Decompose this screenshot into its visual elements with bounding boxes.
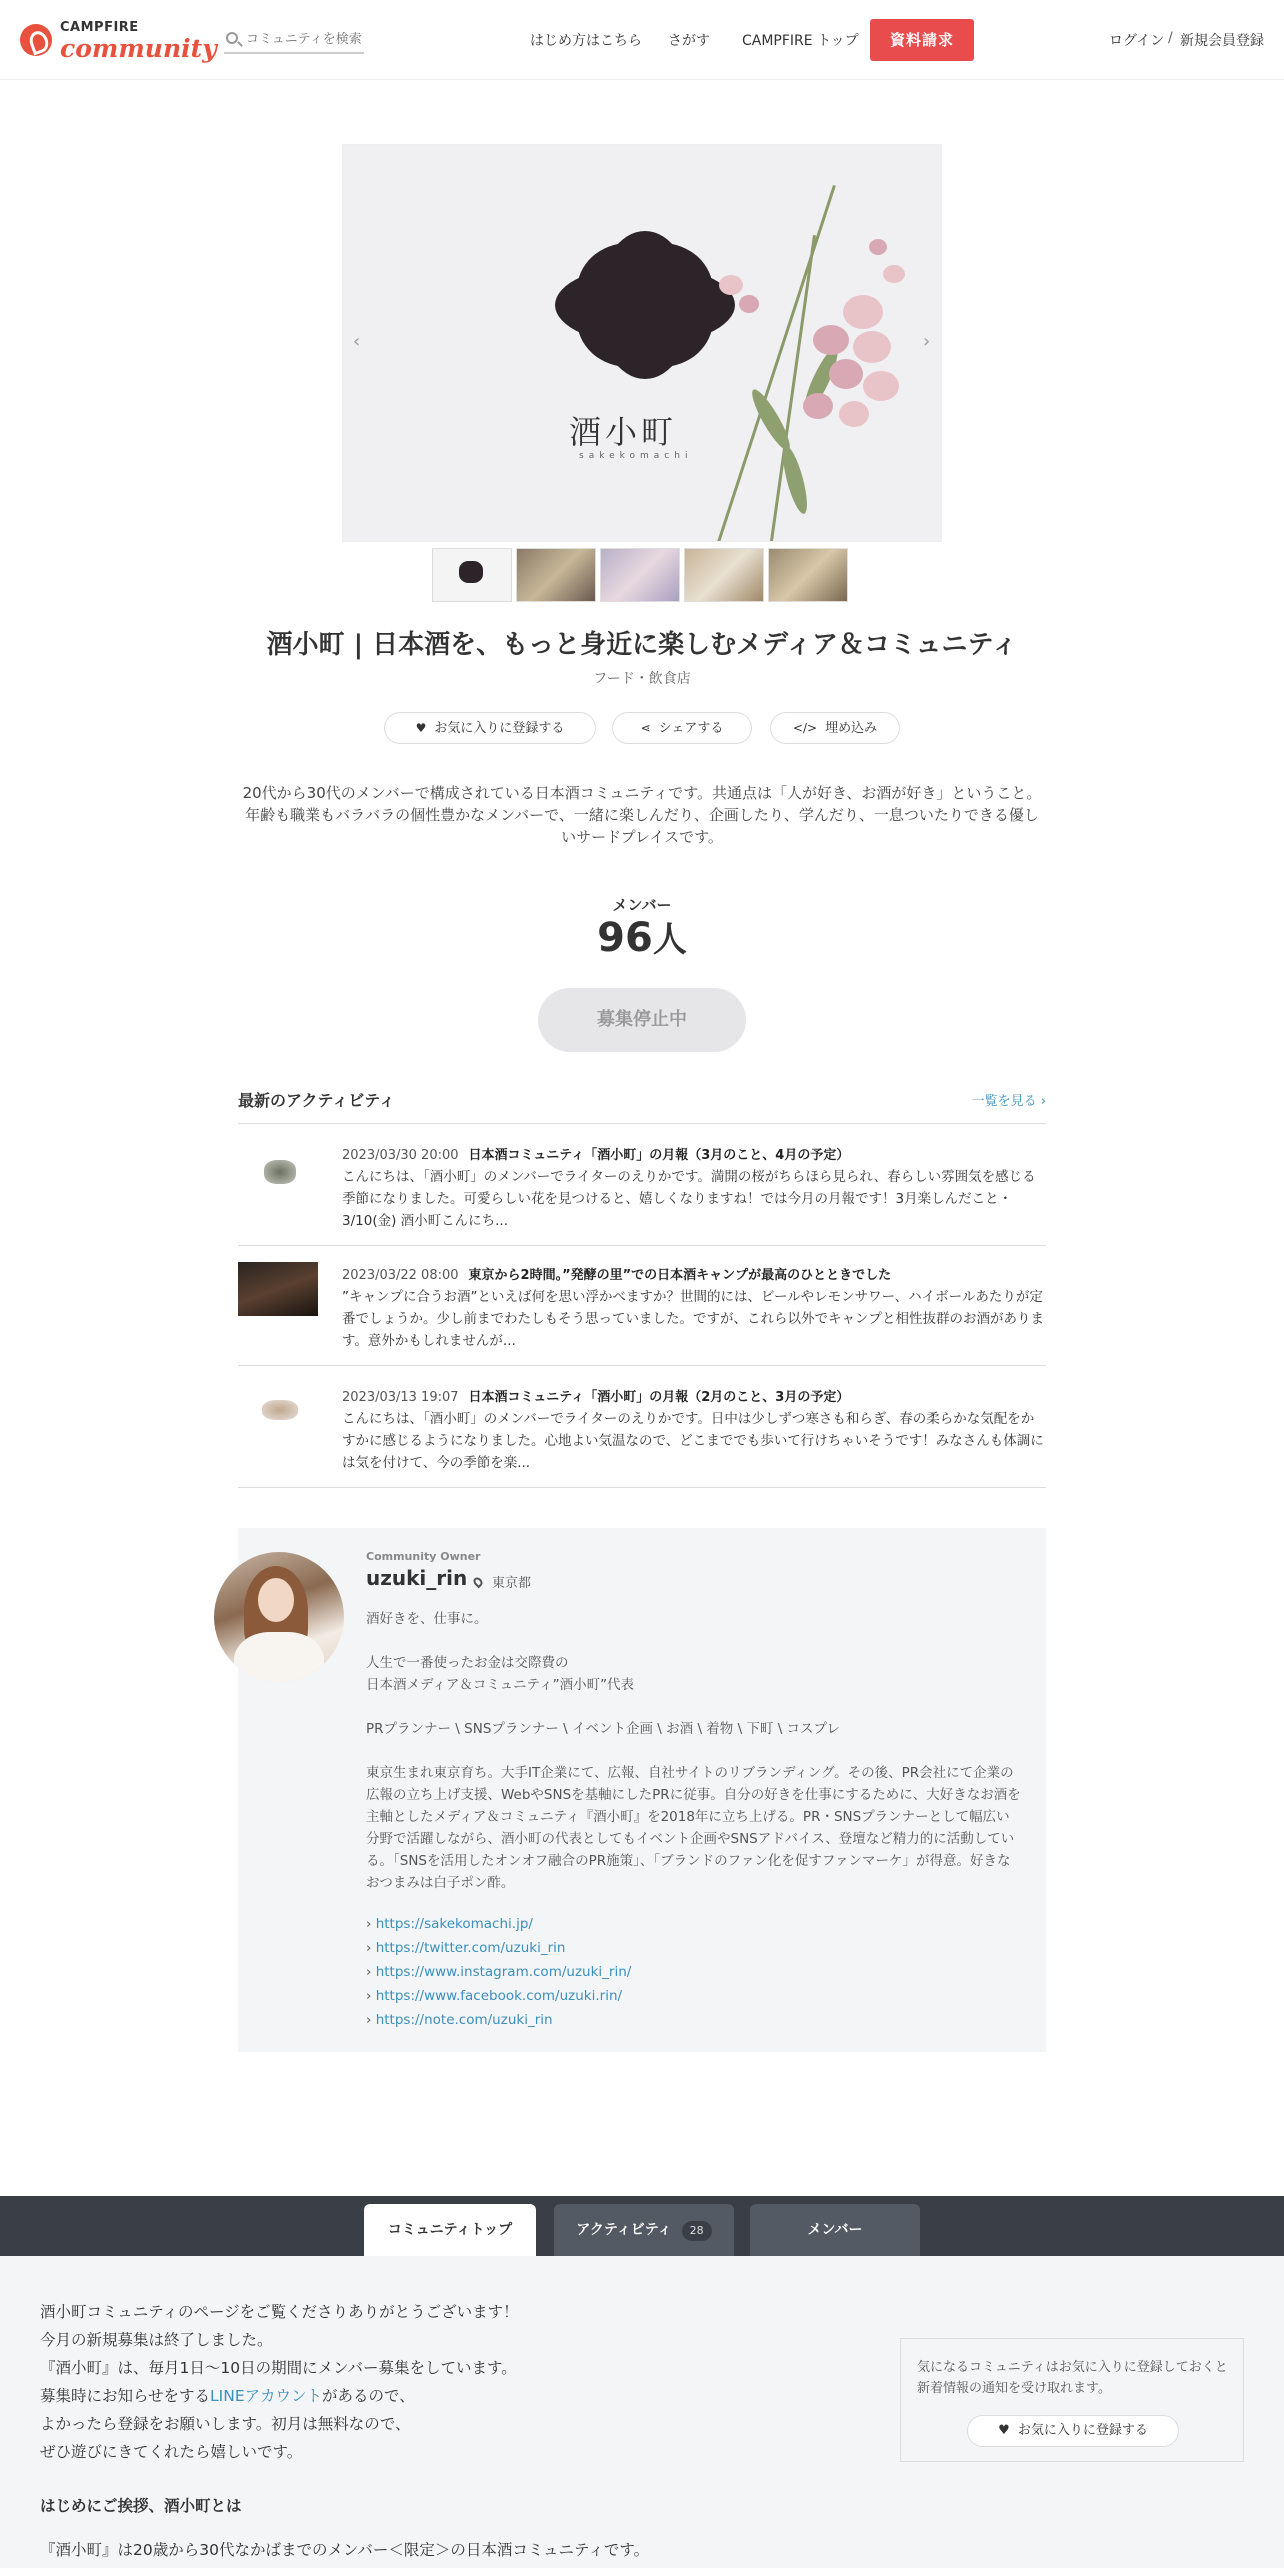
owner-location (474, 1572, 531, 1591)
message-line: よかったら登録をお願いします。初月は無料なので、 (40, 2415, 411, 2433)
owner-name: uzuki_rin (366, 1566, 468, 1590)
nav-getting-started[interactable]: はじめ方はこちら (530, 33, 642, 49)
community-description: 20代から30代のメンバーで構成されている日本酒コミュニティです。共通点は「人が好き、お酒が好き」ということ。年齢も職業もバラバラの個性豊かなメンバーで、一緒に楽しんだり、企画したり、学んだり、一息ついたりできる優しいサードプレイスです。 (242, 784, 1042, 846)
next-arrow-icon[interactable]: › (923, 331, 931, 352)
activity-body: ”キャンプに合うお酒”といえば何を思い浮かべますか？世間的には、ビールやレモンサワー、ハイボールあたりが定番でしょうか。少し前までわたしもそう思っていました。ですが、これら以外でキャンプと相性抜群のお酒があります。意外かもしれませんが... (342, 1289, 1044, 1349)
members-count (0, 912, 1284, 961)
message-line: 今月の新規募集は終了しました。 (40, 2331, 273, 2349)
activity-date: 2023/03/30 20:00 (342, 1148, 459, 1163)
thumbnail[interactable] (684, 548, 764, 602)
bio-line: 日本酒メディア＆コミュニティ”酒小町”代表 (366, 1677, 635, 1693)
activity-count-badge: 28 (682, 2221, 712, 2241)
activity-date: 2023/03/13 19:07 (342, 1390, 459, 1405)
activity-body: こんにちは、「酒小町」のメンバーでライターのえりかです。日中は少しずつ寒さも和らぎ、春の柔らかな気配をかすかに感じるようになりました。心地よい気温なので、どこまででも歩いて行けちゃいそうです！みなさんも体調には気を付けて、今の季節を楽... (342, 1411, 1044, 1471)
campfire-community-logo[interactable] (20, 20, 217, 63)
activity-title: 日本酒コミュニティ「酒小町」の月報（2月のこと、3月の予定） (468, 1390, 850, 1405)
owner-link[interactable]: › https://sakekomachi.jp/ (366, 1912, 631, 1936)
flame-icon (20, 24, 52, 56)
embed-button[interactable] (770, 712, 900, 744)
site-header (0, 0, 1284, 80)
thumbnail[interactable] (600, 548, 680, 602)
section-heading: はじめにご挨拶、酒小町とは (40, 2497, 242, 2515)
activity-thumbnail (238, 1146, 318, 1200)
line-account-link[interactable]: LINEアカウント (210, 2387, 322, 2405)
thumbnail-strip (432, 548, 852, 602)
intro-text: 『酒小町』は20歳から30代なかばまでのメンバー＜限定＞の日本酒コミュニティです。 (40, 2541, 650, 2559)
share-icon: ⋖ (640, 721, 651, 735)
community-top-content (0, 2256, 1284, 2568)
map-pin-icon (472, 1576, 485, 1589)
members-label: メンバー (612, 896, 672, 914)
message-line: 酒小町コミュニティのページをご覧くださりありがとうございます！ (40, 2303, 519, 2321)
members-unit: 人 (652, 920, 687, 960)
view-all-link[interactable]: 一覧を見る › (971, 1094, 1046, 1109)
activity-meta (342, 1386, 849, 1405)
share-button[interactable] (612, 712, 752, 744)
favorite-button[interactable] (384, 712, 596, 744)
owner-location-text: 東京都 (492, 1576, 532, 1591)
activity-date: 2023/03/22 08:00 (342, 1268, 459, 1283)
community-category[interactable]: フード・飲食店 (593, 671, 691, 687)
favorite-label: お気に入りに登録する (434, 721, 565, 736)
activity-item[interactable] (238, 1246, 1046, 1366)
thumbnail[interactable] (516, 548, 596, 602)
activity-meta (342, 1264, 891, 1283)
nav-campfire-top[interactable]: CAMPFIRE トップ (742, 33, 859, 49)
activity-thumbnail (238, 1384, 318, 1438)
community-tabbar (0, 2196, 1284, 2256)
prev-arrow-icon[interactable]: ‹ (353, 331, 361, 352)
logo-bottom-text: community (60, 34, 217, 63)
register-link[interactable]: 新規会員登録 (1180, 33, 1264, 49)
activity-body: こんにちは、「酒小町」のメンバーでライターのえりかです。満開の桜がちらほら見られ、春らしい雰囲気を感じる季節になりました。可愛らしい花を見つけると、嬉しくなりますね！では今月の月報です！3月楽しんだこと・3/10(金) 酒小町こんにち... (342, 1169, 1036, 1229)
tab-activity-label: アクティビティ (576, 2222, 672, 2238)
logo-top-text: CAMPFIRE (60, 20, 139, 35)
heart-icon: ♥ (998, 2423, 1010, 2438)
recruitment-closed-button: 募集停止中 (538, 988, 746, 1052)
request-documents-button[interactable]: 資料請求 (870, 19, 974, 61)
embed-label: 埋め込み (825, 721, 878, 736)
nav-search[interactable]: さがす (668, 33, 710, 49)
bio-line: 酒好きを、仕事に。 (366, 1611, 488, 1627)
share-label: シェアする (658, 721, 724, 736)
favorite-button-secondary[interactable] (967, 2415, 1179, 2447)
activity-thumbnail (238, 1262, 318, 1316)
community-owner-card (238, 1528, 1046, 2052)
owner-links (366, 1912, 631, 2032)
activity-title: 日本酒コミュニティ「酒小町」の月報（3月のこと、4月の予定） (468, 1148, 850, 1163)
owner-link[interactable]: › https://www.facebook.com/uzuki.rin/ (366, 1984, 631, 2008)
login-link[interactable]: ログイン (1109, 33, 1165, 49)
tab-community-top[interactable]: コミュニティトップ (364, 2204, 536, 2256)
owner-label: Community Owner (366, 1550, 481, 1563)
hero-logo-subtext: sakekomachi (579, 451, 693, 461)
message-line: ぜひ遊びにきてくれたら嬉しいです。 (40, 2443, 303, 2461)
search-input[interactable] (246, 28, 362, 50)
favorite-prompt-box (900, 2338, 1244, 2462)
activity-heading: 最新のアクティビティ (238, 1091, 395, 1110)
members-number: 96 (597, 915, 653, 961)
message-line: 募集時にお知らせをするLINEアカウントがあるので、 (40, 2387, 415, 2405)
activity-meta (342, 1144, 849, 1163)
message-line: 『酒小町』は、毎月1日〜10日の期間にメンバー募集をしています。 (40, 2359, 517, 2377)
hero-logo-text: 酒小町 (569, 413, 678, 451)
tab-members[interactable]: メンバー (750, 2204, 920, 2256)
favorite-label: お気に入りに登録する (1017, 2423, 1148, 2438)
bio-line: 人生で一番使ったお金は交際費の (366, 1655, 569, 1671)
welcome-message (40, 2298, 820, 2466)
community-title: 酒小町 | 日本酒を、もっと身近に楽しむメディア＆コミュニティ (266, 630, 1018, 660)
thumbnail[interactable] (768, 548, 848, 602)
search-icon (226, 32, 238, 44)
activity-item[interactable] (238, 1124, 1046, 1246)
owner-link[interactable]: › https://twitter.com/uzuki_rin (366, 1936, 631, 1960)
owner-link[interactable]: › https://note.com/uzuki_rin (366, 2008, 631, 2032)
activity-item[interactable] (238, 1366, 1046, 1488)
code-icon: </> (792, 721, 818, 735)
activity-header (238, 1076, 1046, 1124)
avatar (214, 1552, 344, 1682)
bio-line: PRプランナー \ SNSプランナー \ イベント企画 \ お酒 \ 着物 \ 下町 \ コスプレ (366, 1721, 841, 1737)
favorite-prompt-text: 気になるコミュニティはお気に入りに登録しておくと新着情報の通知を受け取れます。 (917, 2360, 1228, 2396)
owner-bio (366, 1608, 1022, 1894)
owner-link[interactable]: › https://www.instagram.com/uzuki_rin/ (366, 1960, 631, 1984)
hero-image (342, 144, 942, 542)
brand-shape (555, 231, 735, 379)
tab-activity[interactable] (554, 2204, 734, 2256)
bio-line: 東京生まれ東京育ち。大手IT企業にて、広報、自社サイトのリブランディング。その後、PR会社にて企業の広報の立ち上げ支援、WebやSNSを基軸にしたPRに従事。自分の好きを仕事にするために、大好きなお酒を主軸としたメディア＆コミュニティ『酒小町』を2018年に立ち上げる。PR・SNSプランナーとして幅広い分野で活躍しながら、酒小町の代表としてもイベント企画やSNSアドバイス、登壇など精力的に活動している。「SNSを活用したオンオフ融合のPR施策」、「ブランドのファン化を促すファンマーケ」が得意。好きなおつまみは白子ポン酢。 (366, 1765, 1021, 1891)
search-box (224, 26, 364, 54)
separator: / (1168, 30, 1173, 46)
thumbnail[interactable] (432, 548, 512, 602)
activity-title: 東京から2時間。”発酵の里”での日本酒キャンプが最高のひとときでした (468, 1268, 892, 1283)
heart-icon: ♥ (415, 721, 427, 735)
